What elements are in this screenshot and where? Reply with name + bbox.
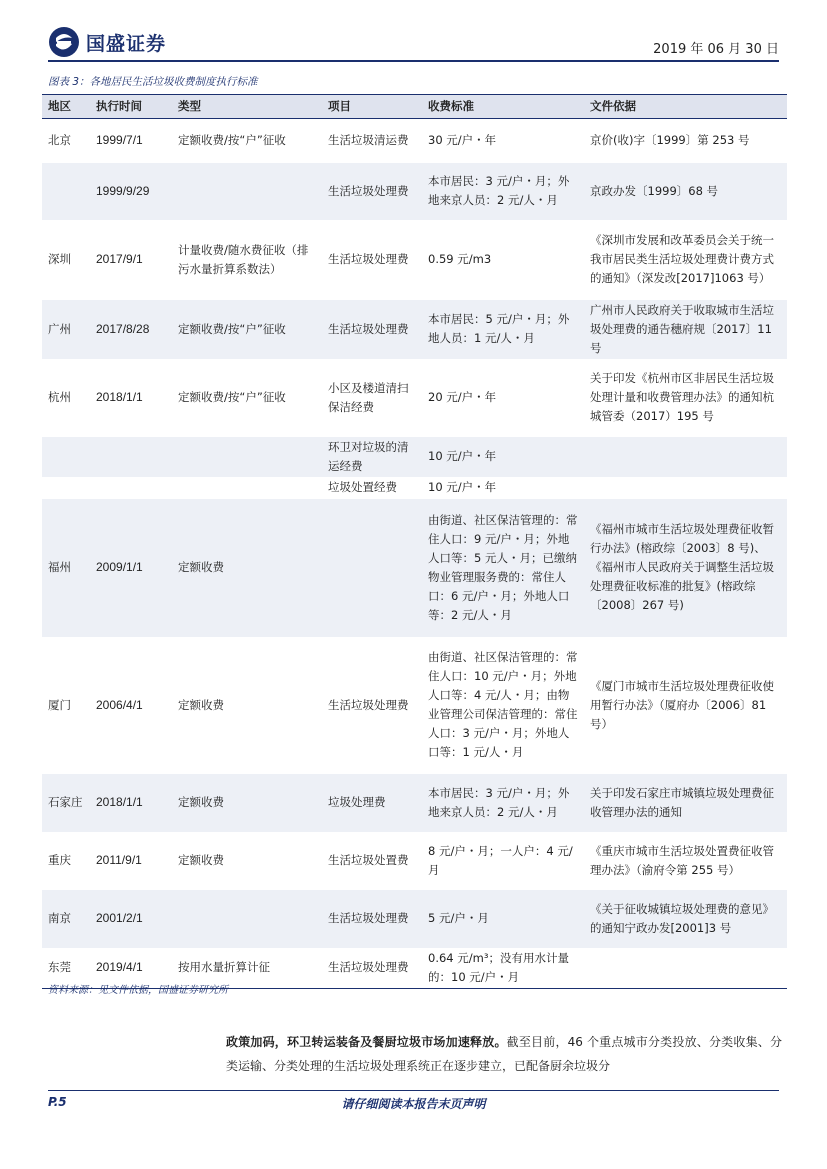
- header-fee: 收费标准: [422, 95, 584, 119]
- cell-type: 定额收费: [172, 499, 322, 637]
- cell-type: 定额收费/按“户”征收: [172, 300, 322, 359]
- cell-item: [322, 499, 422, 637]
- header-region: 地区: [42, 95, 90, 119]
- cell-fee: 30 元/户・年: [422, 119, 584, 163]
- header-type: 类型: [172, 95, 322, 119]
- cell-item: 生活垃圾处理费: [322, 890, 422, 948]
- cell-type: 定额收费: [172, 774, 322, 832]
- cell-region: [42, 477, 90, 499]
- logo-mark-icon: [48, 26, 80, 58]
- cell-date: 1999/9/29: [90, 163, 172, 220]
- header-date: 执行时间: [90, 95, 172, 119]
- cell-item: 生活垃圾处理费: [322, 300, 422, 359]
- cell-region: 深圳: [42, 220, 90, 300]
- cell-item: 小区及楼道清扫保洁经费: [322, 359, 422, 437]
- cell-doc: [584, 437, 787, 477]
- table-row: [42, 359, 787, 437]
- cell-doc: 广州市人民政府关于收取城市生活垃圾处理费的通告穗府规〔2017〕11 号: [584, 300, 787, 359]
- table-row: [42, 774, 787, 832]
- cell-doc: 《深圳市发展和改革委员会关于统一我市居民类生活垃圾处理费计费方式的通知》（深发改[2017]1063 号）: [584, 220, 787, 300]
- cell-date: 2019/4/1: [90, 948, 172, 989]
- table-header-row: [42, 95, 787, 119]
- cell-fee: 由街道、社区保洁管理的：常住人口：10 元/户・月；外地人口等：4 元/人・月；由物业管理公司保洁管理的：常住人口：3 元/户・月；外地人口等：1 元/人・月: [422, 637, 584, 774]
- cell-item: 生活垃圾处理费: [322, 948, 422, 989]
- cell-type: 定额收费: [172, 832, 322, 890]
- header-item: 项目: [322, 95, 422, 119]
- cell-region: 石家庄: [42, 774, 90, 832]
- cell-region: 东莞: [42, 948, 90, 989]
- cell-region: 广州: [42, 300, 90, 359]
- cell-doc: [584, 477, 787, 499]
- cell-type: 定额收费/按“户”征收: [172, 119, 322, 163]
- cell-item: 环卫对垃圾的清运经费: [322, 437, 422, 477]
- table-row: [42, 163, 787, 220]
- table-row: [42, 300, 787, 359]
- cell-date: 2017/9/1: [90, 220, 172, 300]
- cell-fee: 5 元/户・月: [422, 890, 584, 948]
- cell-date: [90, 477, 172, 499]
- cell-fee: 本市居民：5 元/户・月；外地人员：1 元/人・月: [422, 300, 584, 359]
- cell-item: 生活垃圾处理费: [322, 163, 422, 220]
- cell-fee: 由街道、社区保洁管理的：常住人口：9 元/户・月；外地人口等：5 元人・月；已缴纳物业管理服务费的：常住人口：6 元/户・月；外地人口等：2 元/人・月: [422, 499, 584, 637]
- cell-date: 2011/9/1: [90, 832, 172, 890]
- cell-fee: 10 元/户・年: [422, 437, 584, 477]
- cell-item: 垃圾处理费: [322, 774, 422, 832]
- cell-region: 重庆: [42, 832, 90, 890]
- cell-fee: 0.64 元/m³；没有用水计量的：10 元/户・月: [422, 948, 584, 989]
- cell-date: 1999/7/1: [90, 119, 172, 163]
- cell-type: [172, 890, 322, 948]
- logo-text: 国盛证券: [86, 32, 167, 55]
- body-paragraph: [226, 1030, 782, 1078]
- company-logo: [48, 26, 166, 58]
- table-row: [42, 890, 787, 948]
- header-doc: 文件依据: [584, 95, 787, 119]
- cell-region: [42, 437, 90, 477]
- cell-fee: 8 元/户・月；一人户：4 元/月: [422, 832, 584, 890]
- cell-region: 福州: [42, 499, 90, 637]
- cell-doc: [584, 948, 787, 989]
- cell-fee: 本市居民：3 元/户・月；外地来京人员：2 元/人・月: [422, 774, 584, 832]
- cell-doc: 《关于征收城镇垃圾处理费的意见》的通知宁政办发[2001]3 号: [584, 890, 787, 948]
- body-bold-lead: 政策加码，环卫转运装备及餐厨垃圾市场加速释放。: [226, 1035, 507, 1049]
- table-row: [42, 220, 787, 300]
- cell-region: 南京: [42, 890, 90, 948]
- table-row: [42, 637, 787, 774]
- figure-source: 资料来源：见文件依据，国盛证券研究所: [48, 985, 228, 996]
- cell-doc: 关于印发石家庄市城镇垃圾处理费征收管理办法的通知: [584, 774, 787, 832]
- cell-item: 垃圾处置经费: [322, 477, 422, 499]
- cell-region: 厦门: [42, 637, 90, 774]
- cell-type: [172, 163, 322, 220]
- cell-region: [42, 163, 90, 220]
- cell-doc: 《重庆市城市生活垃圾处置费征收管理办法》（渝府令第 255 号）: [584, 832, 787, 890]
- cell-type: 定额收费/按“户”征收: [172, 359, 322, 437]
- table-row: [42, 499, 787, 637]
- cell-region: 杭州: [42, 359, 90, 437]
- fee-standards-table: [42, 94, 787, 989]
- cell-fee: 10 元/户・年: [422, 477, 584, 499]
- cell-fee: 0.59 元/m3: [422, 220, 584, 300]
- table-row: [42, 832, 787, 890]
- table-row: [42, 477, 787, 499]
- cell-type: 定额收费: [172, 637, 322, 774]
- cell-doc: 京价(收)字〔1999〕第 253 号: [584, 119, 787, 163]
- footer-disclaimer: 请仔细阅读本报告末页声明: [341, 1097, 486, 1111]
- cell-item: 生活垃圾处理费: [322, 637, 422, 774]
- cell-date: 2001/2/1: [90, 890, 172, 948]
- cell-type: 计量收费/随水费征收（排污水量折算系数法）: [172, 220, 322, 300]
- cell-doc: 《厦门市城市生活垃圾处理费征收使用暂行办法》（厦府办〔2006〕81 号）: [584, 637, 787, 774]
- cell-item: 生活垃圾处置费: [322, 832, 422, 890]
- cell-fee: 20 元/户・年: [422, 359, 584, 437]
- cell-date: [90, 437, 172, 477]
- cell-date: 2009/1/1: [90, 499, 172, 637]
- cell-type: 按用水量折算计征: [172, 948, 322, 989]
- cell-region: 北京: [42, 119, 90, 163]
- footer-rule: [48, 1090, 779, 1091]
- cell-doc: 关于印发《杭州市区非居民生活垃圾处理计量和收费管理办法》的通知杭城管委（2017）195 号: [584, 359, 787, 437]
- report-date: 2019 年 06 月 30 日: [653, 42, 779, 57]
- table-row: [42, 437, 787, 477]
- cell-doc: 《福州市城市生活垃圾处理费征收暂行办法》(榕政综〔2003〕8 号)、《福州市人民政府关于调整生活垃圾处理费征收标准的批复》(榕政综〔2008〕267 号): [584, 499, 787, 637]
- body-text: 截至目前，46 个重点城市分类投放、分类收集、分类运输、分类处理的生活垃圾处理系统正在逐步建立，已配备厨余垃圾分: [226, 1035, 782, 1073]
- cell-date: 2006/4/1: [90, 637, 172, 774]
- cell-fee: 本市居民：3 元/户・月；外地来京人员：2 元/人・月: [422, 163, 584, 220]
- table-row: [42, 119, 787, 163]
- cell-type: [172, 437, 322, 477]
- header-rule: [48, 60, 779, 62]
- cell-date: 2018/1/1: [90, 359, 172, 437]
- figure-title: 图表 3：各地居民生活垃圾收费制度执行标准: [48, 76, 258, 88]
- cell-type: [172, 477, 322, 499]
- cell-item: 生活垃圾处理费: [322, 220, 422, 300]
- cell-item: 生活垃圾清运费: [322, 119, 422, 163]
- cell-date: 2017/8/28: [90, 300, 172, 359]
- page-number: P.5: [48, 1095, 67, 1109]
- cell-doc: 京政办发〔1999〕68 号: [584, 163, 787, 220]
- cell-date: 2018/1/1: [90, 774, 172, 832]
